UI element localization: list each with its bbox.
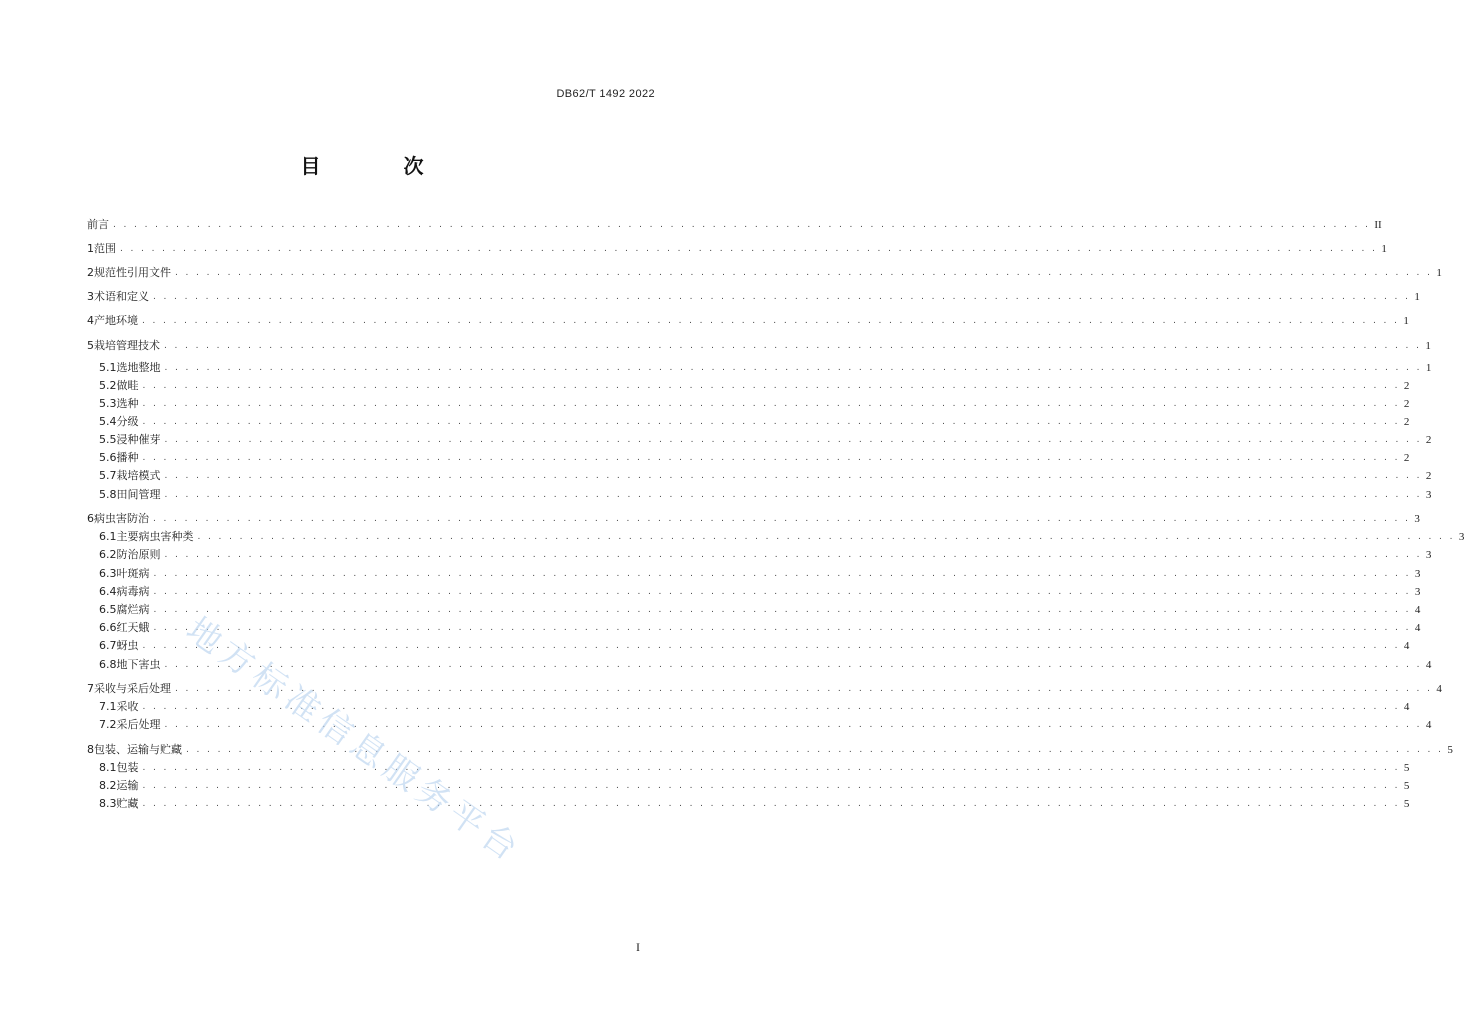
toc-entry-title: 栽培模式 [116, 469, 161, 482]
toc-leader-dots: . . . . . . . . . . . . . . . . . . . . . . . . . . . . . . . . . . . . . . . . . . . . . . . . . . . . . . . . . . . . . . . . . . . . . . . . . . . . . . . . . . . . . . . . . . . . . . . . . . . . . . . . . . . . . . . . . . . . . . . . [142, 799, 1400, 809]
toc-entry[interactable] [99, 486, 1432, 504]
toc-entry-number: 5.6 [99, 451, 117, 464]
toc-entry-number: 5.3 [99, 397, 117, 410]
toc-entry-page: II [1374, 219, 1382, 231]
toc-entry-number: 5.1 [99, 361, 117, 374]
toc-entry-page: 2 [1425, 470, 1432, 482]
toc-entry[interactable] [99, 395, 1410, 413]
toc-entry[interactable] [99, 777, 1410, 795]
toc-entry-title: 包装 [116, 761, 139, 774]
toc-entry-page: 4 [1425, 659, 1432, 671]
toc-entry[interactable] [99, 467, 1432, 485]
toc-entry-title: 浸种催芽 [116, 433, 161, 446]
footer-page-number: I [636, 940, 640, 954]
toc-entry-title: 栽培管理技术 [94, 339, 160, 352]
toc-entry-number: 5.8 [99, 488, 117, 501]
toc-entry-number: 6 [87, 512, 94, 525]
toc-entry[interactable] [99, 431, 1432, 449]
toc-entry-number: 6.5 [99, 603, 117, 616]
toc-entry-title: 做畦 [116, 379, 139, 392]
toc-leader-dots: . . . . . . . . . . . . . . . . . . . . . . . . . . . . . . . . . . . . . . . . . . . . . . . . . . . . . . . . . . . . . . . . . . . . . . . . . . . . . . . . . . . . . . . . . . . . . . . . . . . . . . . . . . . . . . . . . . . . . . . . [142, 702, 1400, 712]
toc-entry-title: 播种 [116, 451, 139, 464]
toc-entry-title: 选地整地 [116, 361, 161, 374]
toc-entry-page: 1 [1436, 267, 1442, 279]
watermark: 地方标准信息服务平台 [178, 609, 530, 872]
toc-entry-number: 3 [87, 290, 94, 303]
toc-entry-title: 蚜虫 [116, 639, 139, 652]
toc-entry-page: 1 [1403, 315, 1409, 327]
toc-entry[interactable] [99, 656, 1432, 674]
toc-entry[interactable] [99, 759, 1410, 777]
toc-entry[interactable] [99, 565, 1421, 583]
toc-entry[interactable] [99, 619, 1421, 637]
toc-entry[interactable] [99, 583, 1421, 601]
toc-entry-page: 4 [1425, 719, 1432, 731]
toc-entry[interactable] [99, 716, 1432, 734]
toc-entry-page: 4 [1414, 622, 1421, 634]
toc-entry-page: 5 [1403, 798, 1410, 810]
toc-entry-number: 8 [87, 743, 94, 756]
toc-entry-number: 8.3 [99, 797, 117, 810]
toc-leader-dots: . . . . . . . . . . . . . . . . . . . . . . . . . . . . . . . . . . . . . . . . . . . . . . . . . . . . . . . . . . . . . . . . . . . . . . . . . . . . . . . . . . . . . . . . . . . . . . . . . . . . . . . . . . . . . . . . . . . . . . . . [175, 268, 1433, 278]
toc-entry[interactable] [99, 377, 1410, 395]
toc-entry-page: 3 [1414, 586, 1421, 598]
toc-entry-number: 6.1 [99, 530, 117, 543]
toc-entry-number: 8.2 [99, 779, 117, 792]
toc-leader-dots: . . . . . . . . . . . . . . . . . . . . . . . . . . . . . . . . . . . . . . . . . . . . . . . . . . . . . . . . . . . . . . . . . . . . . . . . . . . . . . . . . . . . . . . . . . . . . . . . . . . . . . . . . . . . . . . . . . . . . . . . [142, 641, 1400, 651]
toc-leader-dots: . . . . . . . . . . . . . . . . . . . . . . . . . . . . . . . . . . . . . . . . . . . . . . . . . . . . . . . . . . . . . . . . . . . . . . . . . . . . . . . . . . . . . . . . . . . . . . . . . . . . . . . . . . . . . . . . . . . . . . . . [164, 435, 1422, 445]
toc-entry-page: 5 [1447, 744, 1453, 756]
toc-leader-dots: . . . . . . . . . . . . . . . . . . . . . . . . . . . . . . . . . . . . . . . . . . . . . . . . . . . . . . . . . . . . . . . . . . . . . . . . . . . . . . . . . . . . . . . . . . . . . . . . . . . . . . . . . . . . . . . . . . . . . . . . [142, 399, 1400, 409]
toc-entry[interactable] [99, 637, 1410, 655]
toc-leader-dots: . . . . . . . . . . . . . . . . . . . . . . . . . . . . . . . . . . . . . . . . . . . . . . . . . . . . . . . . . . . . . . . . . . . . . . . . . . . . . . . . . . . . . . . . . . . . . . . . . . . . . . . . . . . . . . . . . . . . . . . . [175, 684, 1433, 694]
toc-entry[interactable] [99, 795, 1410, 813]
toc-leader-dots: . . . . . . . . . . . . . . . . . . . . . . . . . . . . . . . . . . . . . . . . . . . . . . . . . . . . . . . . . . . . . . . . . . . . . . . . . . . . . . . . . . . . . . . . . . . . . . . . . . . . . . . . . . . . . . . . . . . . . . . . [164, 363, 1422, 373]
toc-leader-dots: . . . . . . . . . . . . . . . . . . . . . . . . . . . . . . . . . . . . . . . . . . . . . . . . . . . . . . . . . . . . . . . . . . . . . . . . . . . . . . . . . . . . . . . . . . . . . . . . . . . . . . . . . . . . . . . . . . . . . . . . [142, 763, 1400, 773]
toc-entry-number: 7 [87, 682, 94, 695]
toc-entry-number: 7.1 [99, 700, 117, 713]
toc-leader-dots: . . . . . . . . . . . . . . . . . . . . . . . . . . . . . . . . . . . . . . . . . . . . . . . . . . . . . . . . . . . . . . . . . . . . . . . . . . . . . . . . . . . . . . . . . . . . . . . . . . . . . . . . . . . . . . . . . . . . . . . . [120, 244, 1378, 254]
toc-entry[interactable] [87, 741, 1453, 759]
toc-entry-number: 2 [87, 266, 94, 279]
toc-entry[interactable] [99, 413, 1410, 431]
toc-entry-number: 5 [87, 339, 94, 352]
toc-entry-title: 田间管理 [116, 488, 161, 501]
toc-entry-title: 采收与采后处理 [94, 682, 171, 695]
toc-entry-title: 前言 [87, 218, 109, 231]
toc-entry-page: 1 [1425, 340, 1431, 352]
toc-leader-dots: . . . . . . . . . . . . . . . . . . . . . . . . . . . . . . . . . . . . . . . . . . . . . . . . . . . . . . . . . . . . . . . . . . . . . . . . . . . . . . . . . . . . . . . . . . . . . . . . . . . . . . . . . . . . . . . . . . . . . . . . [164, 471, 1422, 481]
toc-entry-title: 防治原则 [116, 548, 161, 561]
toc-entry-page: 4 [1436, 683, 1442, 695]
page-title: 目 次 [300, 154, 462, 178]
toc-leader-dots: . . . . . . . . . . . . . . . . . . . . . . . . . . . . . . . . . . . . . . . . . . . . . . . . . . . . . . . . . . . . . . . . . . . . . . . . . . . . . . . . . . . . . . . . . . . . . . . . . . . . . . . . . . . . . . . . . . . . . . . . [153, 569, 1411, 579]
toc-entry-number: 6.7 [99, 639, 117, 652]
toc-entry-title: 包装、运输与贮藏 [94, 743, 182, 756]
toc-entry-page: 2 [1403, 416, 1410, 428]
toc-entry-page: 4 [1414, 604, 1421, 616]
toc-entry-page: 3 [1414, 568, 1421, 580]
toc-entry-page: 3 [1425, 489, 1432, 501]
toc-entry[interactable] [87, 216, 1382, 234]
toc-entry-number: 8.1 [99, 761, 117, 774]
toc-leader-dots: . . . . . . . . . . . . . . . . . . . . . . . . . . . . . . . . . . . . . . . . . . . . . . . . . . . . . . . . . . . . . . . . . . . . . . . . . . . . . . . . . . . . . . . . . . . . . . . . . . . . . . . . . . . . . . . . . . . . . . . . [164, 660, 1422, 670]
toc-entry-number: 6.8 [99, 658, 117, 671]
toc-entry-number: 6.2 [99, 548, 117, 561]
toc-entry-title: 主要病虫害种类 [116, 530, 194, 543]
toc-entry-title: 病毒病 [116, 585, 150, 598]
toc-entry-title: 范围 [94, 242, 116, 255]
toc-entry-title: 选种 [116, 397, 139, 410]
toc-entry-page: 5 [1403, 780, 1410, 792]
toc-entry-number: 5.5 [99, 433, 117, 446]
toc-entry-number: 7.2 [99, 718, 117, 731]
toc-entry-title: 分级 [116, 415, 139, 428]
toc-entry-title: 贮藏 [116, 797, 139, 810]
toc-leader-dots: . . . . . . . . . . . . . . . . . . . . . . . . . . . . . . . . . . . . . . . . . . . . . . . . . . . . . . . . . . . . . . . . . . . . . . . . . . . . . . . . . . . . . . . . . . . . . . . . . . . . . . . . . . . . . . . . . . . . . . . . [142, 316, 1400, 326]
toc-entry[interactable] [87, 680, 1442, 698]
toc-entry-title: 腐烂病 [116, 603, 150, 616]
toc-entry-page: 2 [1403, 398, 1410, 410]
toc-leader-dots: . . . . . . . . . . . . . . . . . . . . . . . . . . . . . . . . . . . . . . . . . . . . . . . . . . . . . . . . . . . . . . . . . . . . . . . . . . . . . . . . . . . . . . . . . . . . . . . . . . . . . . . . . . . . . . . . . . . . . . . . [113, 220, 1371, 230]
toc-entry-page: 2 [1403, 452, 1410, 464]
toc-entry[interactable] [87, 240, 1387, 258]
toc-entry-title: 产地环境 [94, 314, 138, 327]
toc-entry-page: 1 [1425, 362, 1432, 374]
toc-entry-number: 1 [87, 242, 94, 255]
toc-entry[interactable] [87, 312, 1409, 330]
toc-entry[interactable] [87, 288, 1420, 306]
toc-entry[interactable] [87, 337, 1431, 355]
toc-entry-title: 术语和定义 [94, 290, 149, 303]
toc-entry-page: 3 [1414, 513, 1420, 525]
toc-leader-dots: . . . . . . . . . . . . . . . . . . . . . . . . . . . . . . . . . . . . . . . . . . . . . . . . . . . . . . . . . . . . . . . . . . . . . . . . . . . . . . . . . . . . . . . . . . . . . . . . . . . . . . . . . . . . . . . . . . . . . . . . [164, 550, 1422, 560]
toc-entry[interactable] [87, 264, 1442, 282]
toc-entry-page: 1 [1414, 291, 1420, 303]
toc-entry-number: 4 [87, 314, 94, 327]
toc-entry-page: 2 [1403, 380, 1410, 392]
toc-entry[interactable] [99, 359, 1432, 377]
toc-leader-dots: . . . . . . . . . . . . . . . . . . . . . . . . . . . . . . . . . . . . . . . . . . . . . . . . . . . . . . . . . . . . . . . . . . . . . . . . . . . . . . . . . . . . . . . . . . . . . . . . . . . . . . . . . . . . . . . . . . . . . . . . [153, 605, 1411, 615]
toc-entry-number: 6.6 [99, 621, 117, 634]
toc-entry-title: 规范性引用文件 [94, 266, 171, 279]
toc-leader-dots: . . . . . . . . . . . . . . . . . . . . . . . . . . . . . . . . . . . . . . . . . . . . . . . . . . . . . . . . . . . . . . . . . . . . . . . . . . . . . . . . . . . . . . . . . . . . . . . . . . . . . . . . . . . . . . . . . . . . . . . . [153, 623, 1411, 633]
toc-entry-number: 5.7 [99, 469, 117, 482]
toc-leader-dots: . . . . . . . . . . . . . . . . . . . . . . . . . . . . . . . . . . . . . . . . . . . . . . . . . . . . . . . . . . . . . . . . . . . . . . . . . . . . . . . . . . . . . . . . . . . . . . . . . . . . . . . . . . . . . . . . . . . . . . . . [164, 720, 1422, 730]
toc-entry-number: 5.4 [99, 415, 117, 428]
toc-entry-page: 4 [1403, 640, 1410, 652]
toc-entry[interactable] [99, 698, 1410, 716]
toc-entry[interactable] [99, 528, 1464, 546]
toc-entry-page: 1 [1381, 243, 1387, 255]
toc-entry-title: 病虫害防治 [94, 512, 149, 525]
toc-entry-page: 3 [1458, 531, 1464, 543]
toc-entry-page: 3 [1425, 549, 1432, 561]
toc-entry-title: 采收 [116, 700, 139, 713]
standard-code: DB62/T 1492 2022 [556, 88, 655, 100]
toc-entry-title: 采后处理 [116, 718, 161, 731]
toc-entry-title: 红天蛾 [116, 621, 150, 634]
toc-leader-dots: . . . . . . . . . . . . . . . . . . . . . . . . . . . . . . . . . . . . . . . . . . . . . . . . . . . . . . . . . . . . . . . . . . . . . . . . . . . . . . . . . . . . . . . . . . . . . . . . . . . . . . . . . . . . . . . . . . . . . . . . [142, 453, 1400, 463]
toc-leader-dots: . . . . . . . . . . . . . . . . . . . . . . . . . . . . . . . . . . . . . . . . . . . . . . . . . . . . . . . . . . . . . . . . . . . . . . . . . . . . . . . . . . . . . . . . . . . . . . . . . . . . . . . . . . . . . . . . . . . . . . . . [142, 417, 1400, 427]
toc-entry[interactable] [99, 546, 1432, 564]
toc-entry[interactable] [99, 601, 1421, 619]
toc-leader-dots: . . . . . . . . . . . . . . . . . . . . . . . . . . . . . . . . . . . . . . . . . . . . . . . . . . . . . . . . . . . . . . . . . . . . . . . . . . . . . . . . . . . . . . . . . . . . . . . . . . . . . . . . . . . . . . . . . . . . . . . . [153, 514, 1411, 524]
toc-entry-number: 5.2 [99, 379, 117, 392]
toc-leader-dots: . . . . . . . . . . . . . . . . . . . . . . . . . . . . . . . . . . . . . . . . . . . . . . . . . . . . . . . . . . . . . . . . . . . . . . . . . . . . . . . . . . . . . . . . . . . . . . . . . . . . . . . . . . . . . . . . . . . . . . . . [197, 532, 1455, 542]
toc-leader-dots: . . . . . . . . . . . . . . . . . . . . . . . . . . . . . . . . . . . . . . . . . . . . . . . . . . . . . . . . . . . . . . . . . . . . . . . . . . . . . . . . . . . . . . . . . . . . . . . . . . . . . . . . . . . . . . . . . . . . . . . . [153, 292, 1411, 302]
toc-entry[interactable] [99, 449, 1410, 467]
toc-entry-title: 叶斑病 [116, 567, 150, 580]
toc-entry[interactable] [87, 510, 1420, 528]
toc-entry-number: 6.4 [99, 585, 117, 598]
toc-leader-dots: . . . . . . . . . . . . . . . . . . . . . . . . . . . . . . . . . . . . . . . . . . . . . . . . . . . . . . . . . . . . . . . . . . . . . . . . . . . . . . . . . . . . . . . . . . . . . . . . . . . . . . . . . . . . . . . . . . . . . . . . [186, 745, 1444, 755]
toc-entry-page: 2 [1425, 434, 1432, 446]
toc-leader-dots: . . . . . . . . . . . . . . . . . . . . . . . . . . . . . . . . . . . . . . . . . . . . . . . . . . . . . . . . . . . . . . . . . . . . . . . . . . . . . . . . . . . . . . . . . . . . . . . . . . . . . . . . . . . . . . . . . . . . . . . . [142, 781, 1400, 791]
toc-entry-title: 运输 [116, 779, 139, 792]
toc-entry-title: 地下害虫 [116, 658, 161, 671]
toc-leader-dots: . . . . . . . . . . . . . . . . . . . . . . . . . . . . . . . . . . . . . . . . . . . . . . . . . . . . . . . . . . . . . . . . . . . . . . . . . . . . . . . . . . . . . . . . . . . . . . . . . . . . . . . . . . . . . . . . . . . . . . . . [164, 341, 1422, 351]
toc-leader-dots: . . . . . . . . . . . . . . . . . . . . . . . . . . . . . . . . . . . . . . . . . . . . . . . . . . . . . . . . . . . . . . . . . . . . . . . . . . . . . . . . . . . . . . . . . . . . . . . . . . . . . . . . . . . . . . . . . . . . . . . . [153, 587, 1411, 597]
toc-entry-page: 5 [1403, 762, 1410, 774]
toc-entry-number: 6.3 [99, 567, 117, 580]
toc-entry-page: 4 [1403, 701, 1410, 713]
toc-leader-dots: . . . . . . . . . . . . . . . . . . . . . . . . . . . . . . . . . . . . . . . . . . . . . . . . . . . . . . . . . . . . . . . . . . . . . . . . . . . . . . . . . . . . . . . . . . . . . . . . . . . . . . . . . . . . . . . . . . . . . . . . [164, 490, 1422, 500]
toc-leader-dots: . . . . . . . . . . . . . . . . . . . . . . . . . . . . . . . . . . . . . . . . . . . . . . . . . . . . . . . . . . . . . . . . . . . . . . . . . . . . . . . . . . . . . . . . . . . . . . . . . . . . . . . . . . . . . . . . . . . . . . . . [142, 381, 1400, 391]
